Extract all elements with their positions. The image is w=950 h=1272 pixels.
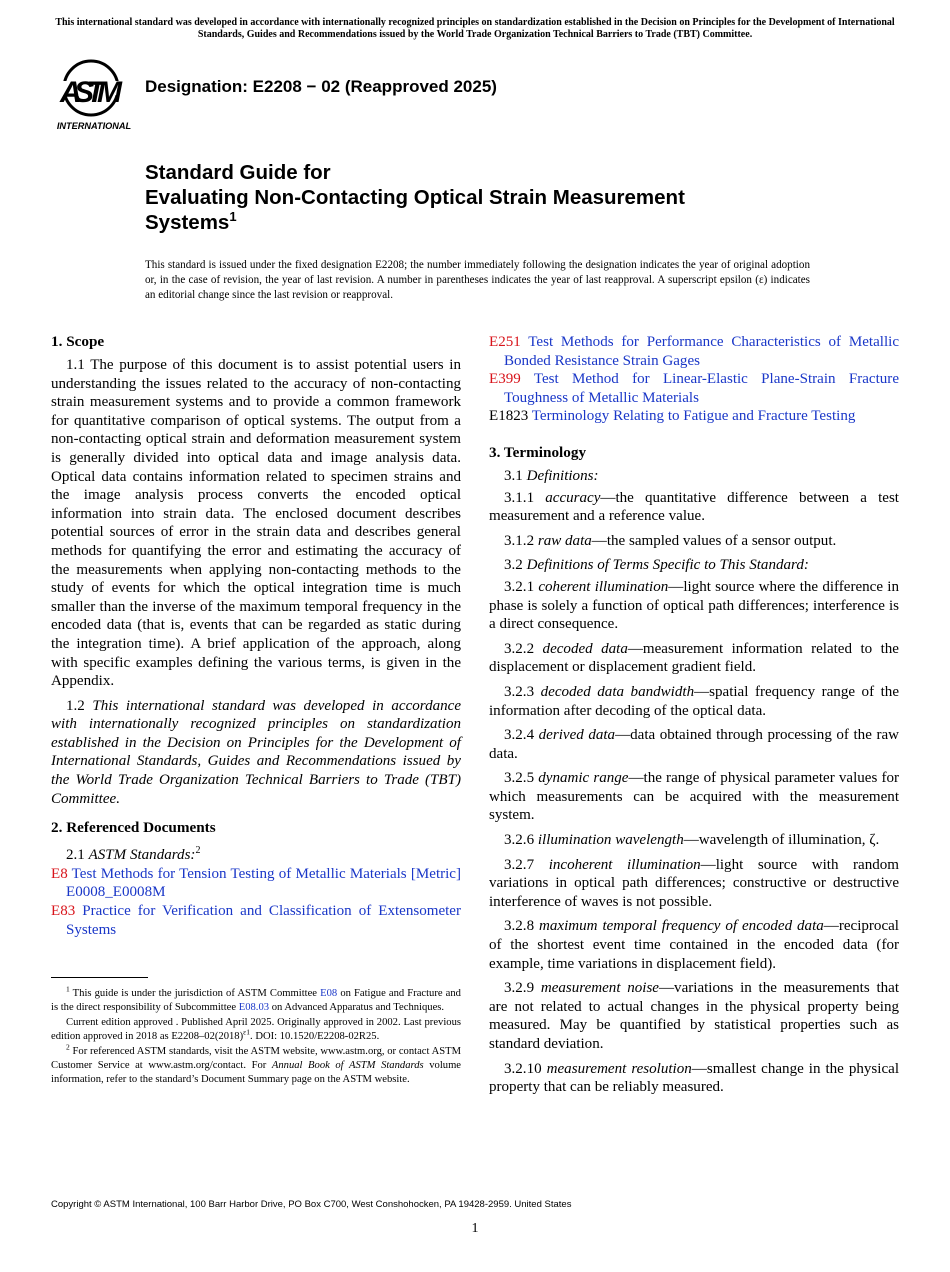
ref-item [51,865,461,902]
copyright-notice: Copyright © ASTM International, 100 Barr Harbor Drive, PO Box C700, West Conshohocken, PA 19428-2959. United States [51,1199,572,1210]
svg-text:ASTM: ASTM [60,76,122,109]
term-3-2-2: 3.2.2 decoded data—measurement information related to the displacement or displacement gradient field. [489,640,899,676]
ref-title-link[interactable]: Test Method for Linear-Elastic Plane-Strain Fracture Toughness of Metallic Materials [504,371,899,406]
ref-title-link[interactable]: Test Methods for Tension Testing of Metallic Materials [Metric] E0008_E0008M [66,865,461,901]
astm-logo [54,57,134,133]
specific-definitions-label: 3.2 Definitions of Terms Specific to This Standard: [504,557,809,574]
term-3-2-3: 3.2.3 decoded data bandwidth—spatial frequency range of the information after decoding of the optical data. [489,683,899,719]
term-3-2-10: 3.2.10 measurement resolution—smallest change in the physical property that can be reliably measured. [489,1060,900,1096]
referenced-heading: 2. Referenced Documents [51,819,216,837]
term-3-1-2: 3.1.2 raw data—the sampled values of a sensor output. [504,532,837,549]
header-notice: This international standard was developed in accordance with internationally recognized principles on standardization established in the Decision on Principles for the Development of International Standards, Guides and Recommendations issued by the World Trade Organization Technical Barriers to Trade (TBT) Committee. [55,17,895,40]
designation: Designation: E2208 − 02 (Reapproved 2025) [145,77,497,96]
ref-title-link[interactable]: Terminology Relating to Fatigue and Fracture Testing [531,408,856,425]
footnote-1-edition: Current edition approved . Published April 2025. Originally approved in 2002. Last previous edition approved in 2018 as E2208–02(2018)$^{\varepsilon 1}$. DOI: 10.1520/E2208-02R25. [51,1016,461,1043]
footnotes [51,984,462,1088]
scope-1-2: 1.2 This international standard was developed in accordance with internationally recognized principles on standardization established in the Decision on Principles for the Development of International Standards, Guides and Recommendations issued by the World Trade Organization Technical Barriers to Trade (TBT) Committee. [51,697,462,807]
scope-heading: 1. Scope [51,333,105,350]
term-3-2-1: 3.2.1 coherent illumination—light source where the difference in phase is solely a function of optical path differences; interference is a direct consequence. [489,578,899,633]
footnote-2: $^2$ For referenced ASTM standards, visit the ASTM website, www.astm.org, or contact ASTM Customer Service at www.astm.org/contact. For Annual Book of ASTM Standards volume information, refer to the standard’s Document Summary page on the ASTM website. [51,1042,462,1086]
svg-text:INTERNATIONAL: INTERNATIONAL [56,121,132,131]
footnote-divider [51,977,148,978]
definitions-label: 3.1 Definitions: [504,467,599,484]
term-3-2-9: 3.2.9 measurement noise—variations in the measurements that are not related to actual changes in the physical property being measured. May be quantified by statistical properties such as standard deviation. [489,980,900,1052]
title-footnote-mark: 1 [229,209,237,225]
page-number: 1 [471,1221,479,1236]
ref-item [51,902,461,939]
term-3-2-4: 3.2.4 derived data—data obtained through processing of the raw data. [489,727,899,762]
title-line-2: Evaluating Non-Contacting Optical Strain Measurement [145,186,685,209]
ref-title-link[interactable]: Practice for Verification and Classification of Extensometer Systems [66,903,461,938]
ref-code-link[interactable]: E399 [489,371,521,388]
issued-note: This standard is issued under the fixed designation E2208; the number immediately following the designation indicates the year of original adoption or, in the case of revision, the year of last revision. A number in parentheses indicates the year of last reapproval. A superscript epsilon (ε) indicates an editorial change since the last revision or reapproval. [145,259,810,301]
footnote-1: $^1$ This guide is under the jurisdiction of ASTM Committee E08 on Fatigue and Fracture and is the direct responsibility of Subcommittee E08.03 on Advanced Apparatus and Techniques. [51,984,461,1014]
ref-item [489,333,899,370]
subcommittee-link[interactable]: E08.03 [238,1002,270,1014]
term-3-1-1: 3.1.1 accuracy—the quantitative difference between a test measurement and a reference value. [489,489,899,525]
ref-code-link[interactable]: E8 [51,865,68,882]
ref-code-link[interactable]: E83 [51,903,76,920]
astm-standards-label: 2.1 ASTM Standards:$^2$ [66,845,201,864]
term-3-2-5: 3.2.5 dynamic range—the range of physical parameter values for which measurements can be acquired with the measurement system. [489,770,900,824]
ref-code: E1823 [489,408,529,425]
term-3-2-6: 3.2.6 illumination wavelength—wavelength of illumination, ζ. [504,832,880,849]
scope-1-1: 1.1 The purpose of this document is to assist potential users in understanding the issues related to the accuracy of non-contacting strain measurement systems and to provide a common framework for quantitative comparison of optical systems. The output from a non-contacting optical strain and deformation measurement system is generally divided into optical data and image analysis data. Optical data contains information related to specimen strains and the image analysis process converts the encoded optical information into strain data. The enclosed document describes potential sources of error in the strain data and describes general methods for quantifying the error and estimating the accuracy of the measurements when applying non-contacting methods to the study of events for which the optical integration time is much smaller than the inverse of the maximum temporal frequency in the encoded data (that is, events that can be regarded as static during the integration time). A brief application of the approach, along with specific examples defining the various terms, is given in the Appendix. [51,357,461,690]
title-line-3: Systems$^1$ [145,209,237,234]
committee-link[interactable]: E08 [320,988,338,999]
term-3-2-7: 3.2.7 incoherent illumination—light source with random variations in optical path differences; constructive or destructive interference of waves is not possible. [489,856,900,910]
right-column [489,333,899,1103]
ref-item [489,370,899,407]
terminology-heading: 3. Terminology [489,443,587,461]
left-column [51,333,461,939]
ref-code-link[interactable]: E251 [489,334,521,350]
ref-item [489,407,899,426]
document-title [145,160,845,235]
ref-title-link[interactable]: Test Methods for Performance Characteristics of Metallic Bonded Resistance Strain Gages [504,334,899,369]
term-3-2-8: 3.2.8 maximum temporal frequency of encoded data—reciprocal of the shortest event time contained in the encoded data (for example, time variations in displacement field). [489,918,899,972]
title-line-1: Standard Guide for [145,161,331,184]
